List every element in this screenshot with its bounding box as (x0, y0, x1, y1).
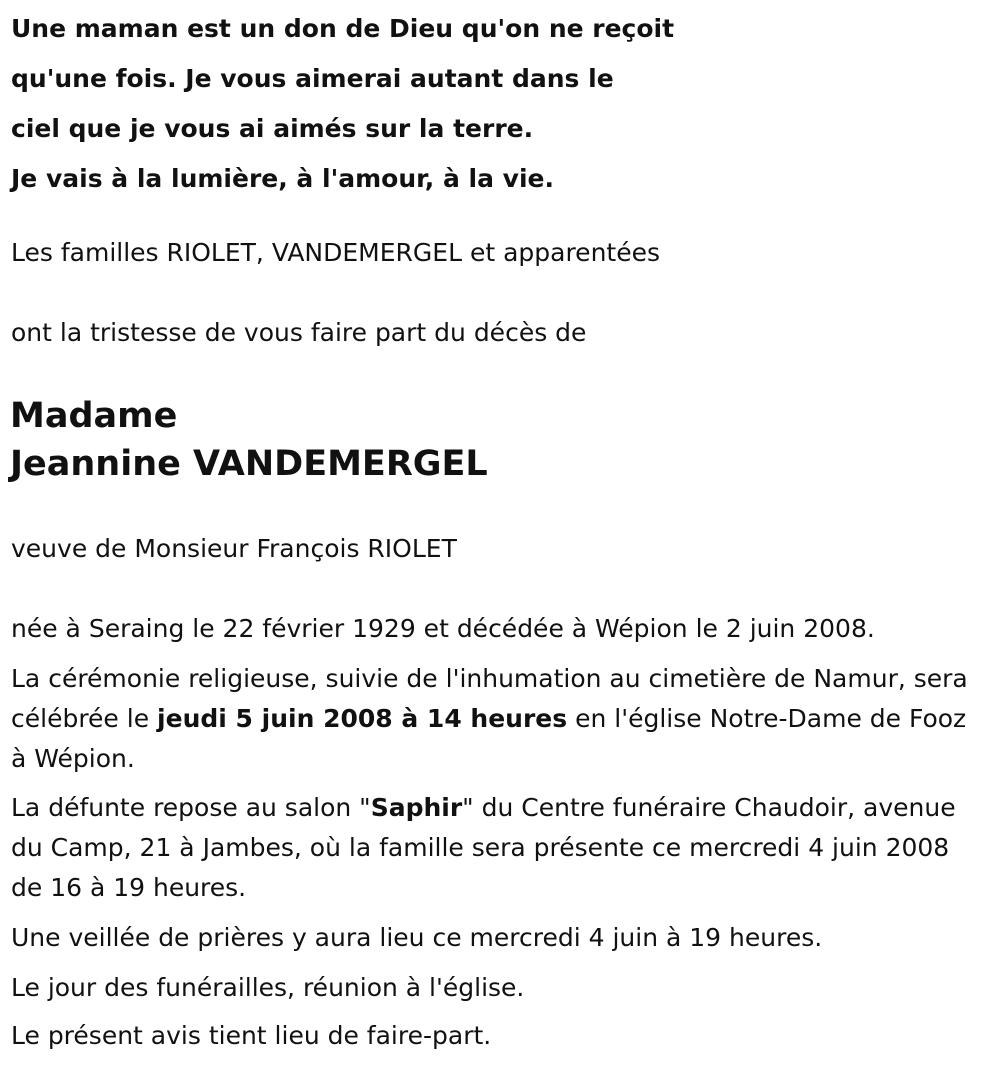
families-line: Les familles RIOLET, VANDEMERGEL et apparentées (11, 238, 660, 267)
ceremony-paragraph (11, 659, 986, 779)
repose-paragraph (11, 788, 986, 908)
deceased-title: Madame (10, 396, 178, 436)
quote-block (11, 4, 971, 204)
quote-line-1: Une maman est un don de Dieu qu'on ne reçoit (11, 14, 675, 43)
repose-text-suffix: " du Centre funéraire Chaudoir, avenue du Camp, 21 à Jambes, où la famille sera présente ce mercredi 4 juin 2008 de 16 à 19 heures. (11, 793, 956, 902)
widow-of-line: veuve de Monsieur François RIOLET (11, 534, 457, 563)
announcement-line: ont la tristesse de vous faire part du décès de (11, 318, 587, 347)
quote-line-2: qu'une fois. Je vous aimerai autant dans le (11, 64, 614, 93)
deceased-name: Jeannine VANDEMERGEL (10, 444, 488, 484)
ceremony-text-suffix: en l'église Notre-Dame de Fooz à Wépion. (11, 704, 967, 773)
quote-line-4: Je vais à la lumière, à l'amour, à la vie. (11, 164, 555, 193)
ceremony-date: jeudi 5 juin 2008 à 14 heures (157, 704, 568, 733)
deceased-name-block (10, 392, 488, 488)
repose-salon-name: Saphir (370, 793, 463, 822)
birth-death-line: née à Seraing le 22 février 1929 et décédée à Wépion le 2 juin 2008. (11, 614, 875, 643)
vigil-line: Une veillée de prières y aura lieu ce mercredi 4 juin à 19 heures. (11, 923, 823, 952)
repose-text-prefix: La défunte repose au salon " (11, 793, 371, 822)
notice-line: Le présent avis tient lieu de faire-part. (11, 1021, 492, 1050)
meeting-line: Le jour des funérailles, réunion à l'église. (11, 973, 525, 1002)
quote-line-3: ciel que je vous ai aimés sur la terre. (11, 114, 534, 143)
ceremony-text-prefix: La cérémonie religieuse, suivie de l'inhumation au cimetière de Namur, sera célébrée le (11, 664, 968, 733)
